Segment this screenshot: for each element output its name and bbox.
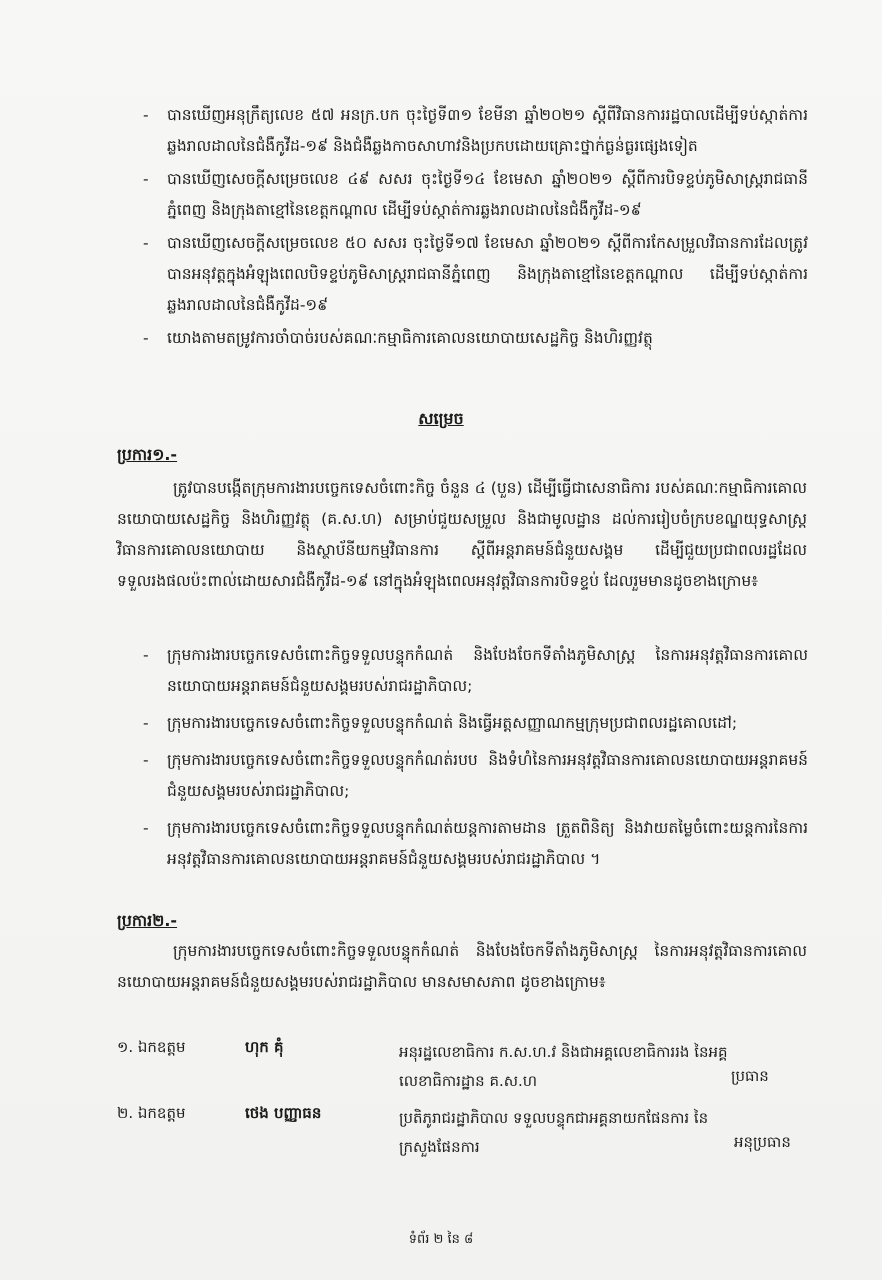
bullet-dash: - — [143, 819, 149, 837]
article-2-heading: ប្រការ២.- — [117, 911, 178, 930]
member-position: អនុប្រធាន — [734, 1133, 791, 1151]
bullet-dash: - — [143, 751, 149, 769]
working-group-text: ក្រុមការងារបច្ចេកទេសចំពោះកិច្ចទទួលបន្ទុកកំណត់យន្តការតាមដាន ត្រួតពិនិត្យ និងវាយតម្លៃចំពោះយន្តការនៃការអនុវត្តវិធានការគោលនយោបាយអន្តរាគមន៍ជំនួយសង្គមរបស់រាជរដ្ឋាភិបាល ។ — [167, 819, 808, 868]
working-group-item — [143, 813, 808, 875]
member-role: ប្រតិភូរាជរដ្ឋាភិបាល ទទួលបន្ទុកជាអគ្គនាយកផែនការ នៃក្រសួងផែនការ — [399, 1109, 709, 1156]
member-row — [117, 1036, 817, 1102]
reference-list — [143, 100, 808, 356]
bullet-dash: - — [143, 234, 149, 252]
member-row — [117, 1102, 817, 1168]
reference-item — [143, 164, 808, 226]
reference-text: យោងតាមតម្រូវការចាំបាច់របស់គណៈកម្មាធិការគោលនយោបាយសេដ្ឋកិច្ច និងហិរញ្ញវត្ថុ — [167, 329, 653, 347]
member-name: ហុក គុំ — [245, 1038, 284, 1056]
bullet-dash: - — [143, 106, 149, 124]
working-group-item — [143, 745, 808, 807]
working-group-item — [143, 640, 808, 702]
bullet-dash: - — [143, 714, 149, 732]
reference-item — [143, 323, 808, 354]
member-list — [117, 1036, 817, 1168]
member-number: ១. ឯកឧត្តម — [117, 1038, 186, 1056]
reference-text: បានឃើញសេចក្តីសម្រេចលេខ ៤៩ សសរ ចុះថ្ងៃទី១៤ ខែមេសា ឆ្នាំ២០២១ ស្តីពីការបិទខ្ទប់ភូមិសាស្ត្ររាជធានីភ្នំពេញ និងក្រុងតាខ្មៅនៃខេត្តកណ្តាល ដើម្បីទប់ស្កាត់ការឆ្លងរាលដាលនៃជំងឺកូវីដ-១៩ — [167, 170, 808, 219]
article-1-items — [143, 640, 808, 881]
article-2-text: ក្រុមការងារបច្ចេកទេសចំពោះកិច្ចទទួលបន្ទុកកំណត់ និងបែងចែកទីតាំងភូមិសាស្ត្រ នៃការអនុវត្តវិធានការគោលនយោបាយអន្តរាគមន៍ជំនួយសង្គមរបស់រាជរដ្ឋាភិបាល មានសមាសភាព ដូចខាងក្រោម៖ — [117, 942, 807, 991]
member-position: ប្រធាន — [731, 1067, 769, 1085]
bullet-dash: - — [143, 646, 149, 664]
page-number: ទំព័រ ២ នៃ ៨ — [408, 1232, 474, 1247]
member-name: ថេង បញ្ញាធន — [245, 1104, 322, 1122]
bullet-dash: - — [143, 329, 149, 347]
working-group-text: ក្រុមការងារបច្ចេកទេសចំពោះកិច្ចទទួលបន្ទុកកំណត់របប និងទំហំនៃការអនុវត្តវិធានការគោលនយោបាយអន្តរាគមន៍ជំនួយសង្គមរបស់រាជរដ្ឋាភិបាល; — [167, 751, 808, 800]
reference-text: បានឃើញអនុក្រឹត្យលេខ ៥៧ អនក្រ.បក ចុះថ្ងៃទី៣១ ខែមីនា ឆ្នាំ២០២១ ស្តីពីវិធានការរដ្ឋបាលដើម្បីទប់ស្កាត់ការឆ្លងរាលដាលនៃជំងឺកូវីដ-១៩ និងជំងឺឆ្លងកាចសាហាវនិងប្រកបដោយគ្រោះថ្នាក់ធ្ងន់ធ្ងរផ្សេងទៀត — [167, 106, 808, 155]
working-group-text: ក្រុមការងារបច្ចេកទេសចំពោះកិច្ចទទួលបន្ទុកកំណត់ និងធ្វើអត្តសញ្ញាណកម្មក្រុមប្រជាពលរដ្ឋគោលដៅ; — [167, 714, 738, 732]
working-group-item — [143, 708, 808, 739]
article-1-text: ត្រូវបានបង្កើតក្រុមការងារបច្ចេកទេសចំពោះកិច្ច ចំនួន ៤ (បួន) ដើម្បីធ្វើជាសេនាធិការ របស់គណៈកម្មាធិការគោលនយោបាយសេដ្ឋកិច្ច និងហិរញ្ញវត្ថុ (គ.ស.ហ) សម្រាប់ជួយសម្រួល និងជាមូលដ្ឋាន ដល់ការរៀបចំក្របខណ្ឌយុទ្ធសាស្ត្រ វិធានការគោលនយោបាយ និងស្ថាប័នីយកម្មវិធានការ ស្តីពីអន្តរាគមន៍ជំនួយសង្គម ដើម្បីជួយប្រជាពលរដ្ឋដែលទទួលរងផលប៉ះពាល់ដោយសារជំងឺកូវីដ-១៩ នៅក្នុងអំឡុងពេលអនុវត្តវិធានការបិទខ្ទប់ ដែលរួមមានដូចខាងក្រោម៖ — [117, 479, 807, 590]
member-number: ២. ឯកឧត្តម — [117, 1104, 186, 1122]
article-1-heading: ប្រការ១.- — [117, 445, 178, 464]
reference-item — [143, 100, 808, 162]
reference-text: បានឃើញសេចក្តីសម្រេចលេខ ៥០ សសរ ចុះថ្ងៃទី១៧ ខែមេសា ឆ្នាំ២០២១ ស្តីពីការកែសម្រួលវិធានការដែលត្រូវបានអនុវត្តក្នុងអំឡុងពេលបិទខ្ទប់ភូមិសាស្ត្ររាជធានីភ្នំពេញ និងក្រុងតាខ្មៅនៃខេត្តកណ្តាល ដើម្បីទប់ស្កាត់ការឆ្លងរាលដាលនៃជំងឺកូវីដ-១៩ — [167, 234, 808, 314]
bullet-dash: - — [143, 170, 149, 188]
reference-item — [143, 228, 808, 321]
working-group-text: ក្រុមការងារបច្ចេកទេសចំពោះកិច្ចទទួលបន្ទុកកំណត់ និងបែងចែកទីតាំងភូមិសាស្ត្រ នៃការអនុវត្តវិធានការគោលនយោបាយអន្តរាគមន៍ជំនួយសង្គមរបស់រាជរដ្ឋាភិបាល; — [167, 646, 808, 695]
member-role: អនុរដ្ឋលេខាធិការ ក.ស.ហ.វ និងជាអគ្គលេខាធិការរង នៃអគ្គលេខាធិការដ្ឋាន គ.ស.ហ — [399, 1043, 728, 1090]
decision-title: សម្រេច — [418, 409, 464, 428]
